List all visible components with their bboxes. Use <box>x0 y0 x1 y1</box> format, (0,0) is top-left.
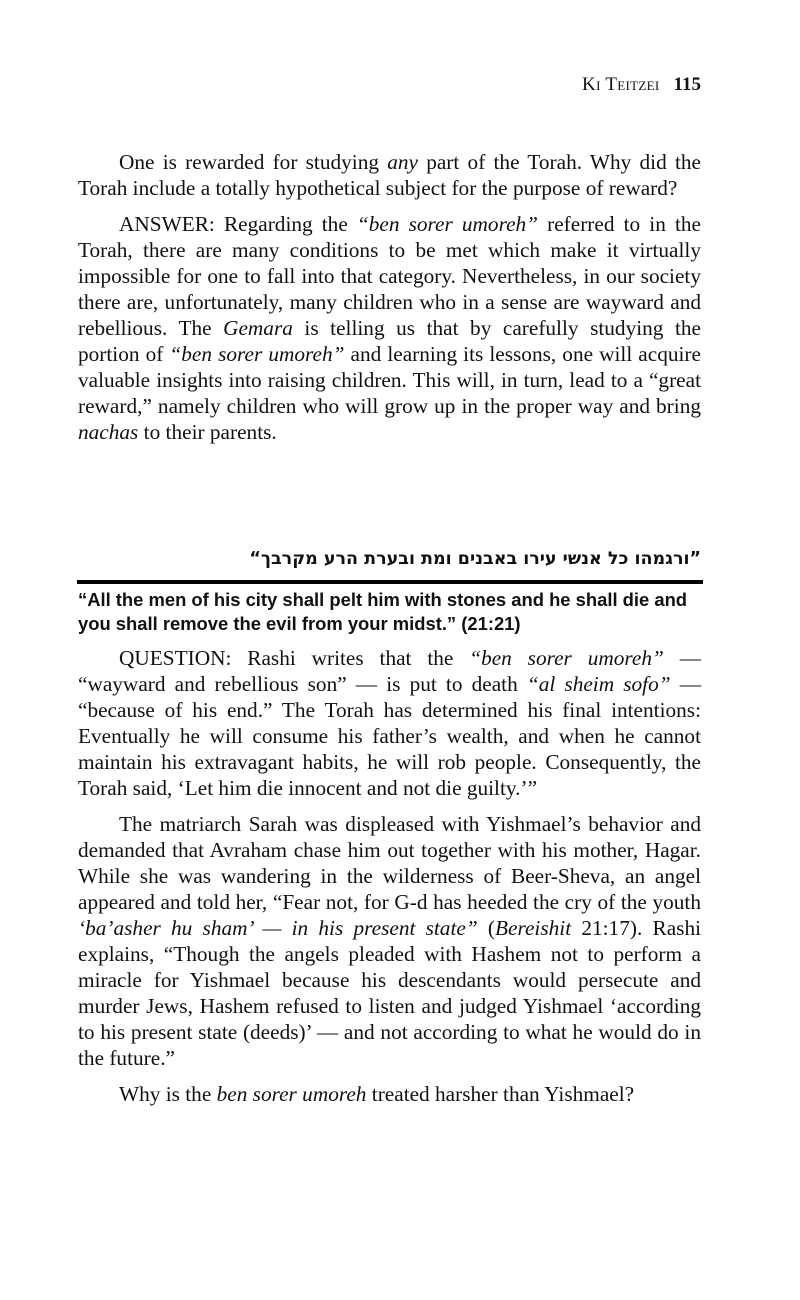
paragraph-answer <box>78 211 701 445</box>
italic-run: “al sheim sofo” <box>526 672 671 696</box>
italic-run: ‘ba’asher hu sham’ — in his present state” <box>78 916 478 940</box>
italic-run: Bereishit <box>495 916 572 940</box>
section-question <box>78 645 701 1107</box>
text-run: 21:17). Rashi explains, “Though the angels pleaded with Hashem not to perform a miracle for Yishmael because his descendants would persecute and murder Jews, Hashem refused to listen and judged Yishmael ‘according to his present state (deeds)’ — and not according to what he would do in the future.” <box>78 916 702 1070</box>
paragraph-sarah <box>78 811 701 1071</box>
text-run: ( <box>477 916 496 940</box>
italic-run: any <box>387 150 418 174</box>
text-run: — “wayward and rebellious son” — is put to death <box>78 646 702 696</box>
paragraph-question <box>78 645 701 801</box>
verse-english: “All the men of his city shall pelt him with stones and he shall die and you shall remove the evil from your midst.” (21:21) <box>78 589 688 634</box>
verse-hebrew: ”ורגמהו כל אנשי עירו באבנים ומת ובערת הרע מקרבך“ <box>249 549 701 569</box>
heading-rule <box>77 580 703 584</box>
page-number: 115 <box>673 74 701 95</box>
text-run: to their parents. <box>138 420 277 444</box>
text-run: One is rewarded for studying <box>119 150 388 174</box>
italic-run: ben sorer umoreh <box>216 1082 367 1106</box>
text-run: treated harsher than Yishmael? <box>366 1082 635 1106</box>
text-run: referred to in the Torah, there are many conditions to be met which make it virtually impossible for one to fall into that category. Nevertheless, in our society there are, unfortunately, many children who in a sense are wayward and rebellious. The <box>78 212 701 340</box>
italic-run: “ben sorer umoreh” <box>469 646 664 670</box>
text-run: Why is the <box>119 1082 217 1106</box>
text-run: — “because of his end.” The Torah has determined his final intentions: Eventually he will consume his father’s wealth, and when he cannot maintain his extravagant habits, he will rob people. Consequently, the Torah said, ‘Let him die innocent and not die guilty.’” <box>78 672 702 800</box>
text-run: and learning its lessons, one will acquire valuable insights into raising children. This will, in turn, lead to a “great reward,” namely children who will grow up in the proper way and bring <box>78 342 701 418</box>
italic-run: Gemara <box>223 316 293 340</box>
paragraph-question-intro <box>78 149 701 201</box>
text-run: is telling us that by carefully studying the portion of <box>78 316 701 366</box>
section-answer <box>78 149 701 445</box>
italic-run: “ben sorer umoreh” <box>169 342 345 366</box>
text-run: part of the Torah. Why did the Torah include a totally hypothetical subject for the purpose of reward? <box>78 150 701 200</box>
italic-run: nachas <box>78 420 139 444</box>
paragraph-final-question <box>78 1081 701 1107</box>
text-run: QUESTION: Rashi writes that the <box>119 646 470 670</box>
chapter-title: Ki Teitzei <box>582 74 660 95</box>
text-run: ANSWER: Regarding the <box>119 212 357 236</box>
italic-run: “ben sorer umoreh” <box>356 212 539 236</box>
running-head <box>582 74 701 96</box>
text-run: The matriarch Sarah was displeased with Yishmael’s behavior and demanded that Avraham chase him out together with his mother, Hagar. While she was wandering in the wilderness of Beer-Sheva, an angel appeared and told her, “Fear not, for G-d has heeded the cry of the youth <box>78 812 701 914</box>
